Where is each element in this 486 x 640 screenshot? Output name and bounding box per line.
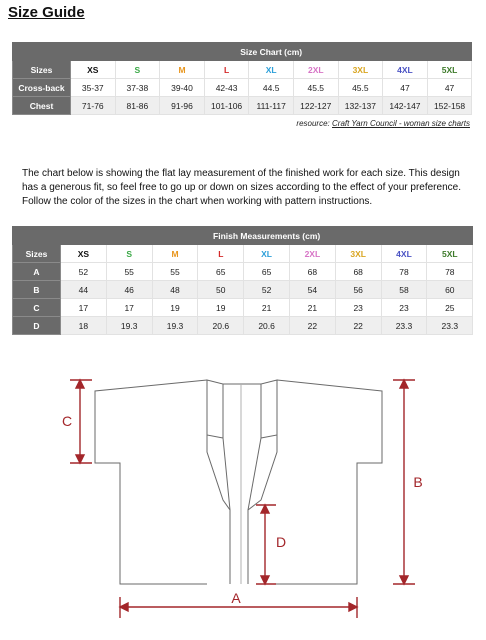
resource-prefix: resource: <box>296 119 330 128</box>
size-header-l: L <box>198 245 244 263</box>
table-row <box>13 79 472 97</box>
table-cell: 48 <box>152 281 198 299</box>
garment-right-side <box>266 380 382 584</box>
size-header-row <box>13 61 472 79</box>
finish-measurements-table <box>12 226 473 335</box>
size-header-2xl: 2XL <box>289 245 335 263</box>
table-cell: 55 <box>106 263 152 281</box>
table-cell: 54 <box>289 281 335 299</box>
sizes-label: Sizes <box>13 61 71 79</box>
left-front-edge <box>207 435 230 584</box>
table-cell: 39-40 <box>160 79 205 97</box>
table-cell: 25 <box>427 299 473 317</box>
left-collar-inner <box>223 438 230 510</box>
size-header-3xl: 3XL <box>338 61 383 79</box>
table-cell: 23.3 <box>381 317 427 335</box>
right-collar <box>261 380 277 438</box>
table-cell: 44 <box>61 281 107 299</box>
table-cell: 23 <box>335 299 381 317</box>
size-header-s: S <box>106 245 152 263</box>
measure-lines <box>70 380 415 618</box>
table-cell: 52 <box>244 281 290 299</box>
table-cell: 91-96 <box>160 97 205 115</box>
resource-link[interactable]: Craft Yarn Council - woman size charts <box>332 119 470 128</box>
table-cell: 101-106 <box>204 97 249 115</box>
size-header-m: M <box>152 245 198 263</box>
table-cell: 45.5 <box>293 79 338 97</box>
table-cell: 81-86 <box>115 97 160 115</box>
table-cell: 23 <box>381 299 427 317</box>
table-cell: 122-127 <box>293 97 338 115</box>
garment-outline <box>95 380 382 584</box>
measure-d-label: D <box>275 534 287 550</box>
size-header-xl: XL <box>244 245 290 263</box>
table-cell: 20.6 <box>244 317 290 335</box>
size-header-s: S <box>115 61 160 79</box>
size-header-m: M <box>160 61 205 79</box>
table-cell: 22 <box>289 317 335 335</box>
measure-a-arrow-right <box>349 603 357 611</box>
table-cell: 47 <box>427 79 472 97</box>
table-cell: 152-158 <box>427 97 472 115</box>
finish-chart-caption: Finish Measurements (cm) <box>61 227 473 245</box>
table-cell: 37-38 <box>115 79 160 97</box>
table-cell: 58 <box>381 281 427 299</box>
finish-row-label: A <box>13 263 61 281</box>
table-cell: 19 <box>198 299 244 317</box>
table-cell: 22 <box>335 317 381 335</box>
measure-d-arrow-top <box>261 505 269 513</box>
corner-cell <box>13 227 61 245</box>
table-cell: 50 <box>198 281 244 299</box>
table-cell: 68 <box>289 263 335 281</box>
measure-c-arrow-bottom <box>76 455 84 463</box>
table-cell: 142-147 <box>383 97 428 115</box>
finish-row-label: D <box>13 317 61 335</box>
table-cell: 18 <box>61 317 107 335</box>
table-cell: 52 <box>61 263 107 281</box>
table-cell: 23.3 <box>427 317 473 335</box>
table-cell: 19 <box>152 299 198 317</box>
table-cell: 19.3 <box>152 317 198 335</box>
size-header-2xl: 2XL <box>293 61 338 79</box>
table-cell: 71-76 <box>71 97 116 115</box>
table-cell: 65 <box>198 263 244 281</box>
table-cell: 132-137 <box>338 97 383 115</box>
table-cell: 17 <box>106 299 152 317</box>
measure-c-arrow-top <box>76 380 84 388</box>
table-cell: 35-37 <box>71 79 116 97</box>
table-cell: 46 <box>106 281 152 299</box>
table-cell: 68 <box>335 263 381 281</box>
measure-b-arrow-bottom <box>400 576 408 584</box>
table-cell: 55 <box>152 263 198 281</box>
table-cell: 111-117 <box>249 97 294 115</box>
size-header-5xl: 5XL <box>427 245 473 263</box>
measure-d-arrow-bottom <box>261 576 269 584</box>
resource-note <box>12 119 470 128</box>
size-header-xs: XS <box>71 61 116 79</box>
size-header-row <box>13 245 473 263</box>
measure-c-label: C <box>61 413 73 429</box>
table-cell: 19.3 <box>106 317 152 335</box>
size-chart-row-label: Chest <box>13 97 71 115</box>
table-row <box>13 299 473 317</box>
size-header-3xl: 3XL <box>335 245 381 263</box>
left-collar <box>207 380 223 438</box>
table-cell: 78 <box>427 263 473 281</box>
size-header-4xl: 4XL <box>381 245 427 263</box>
size-header-l: L <box>204 61 249 79</box>
garment-left-side <box>95 380 207 584</box>
table-cell: 56 <box>335 281 381 299</box>
size-header-xs: XS <box>61 245 107 263</box>
size-chart-table <box>12 42 472 115</box>
table-row <box>13 263 473 281</box>
table-cell: 45.5 <box>338 79 383 97</box>
right-collar-inner <box>248 438 261 510</box>
table-row <box>13 281 473 299</box>
size-header-xl: XL <box>249 61 294 79</box>
size-chart-caption: Size Chart (cm) <box>71 43 472 61</box>
size-chart-row-label: Cross-back <box>13 79 71 97</box>
corner-cell <box>13 43 71 61</box>
table-cell: 78 <box>381 263 427 281</box>
table-cell: 47 <box>383 79 428 97</box>
table-cell: 20.6 <box>198 317 244 335</box>
size-header-5xl: 5XL <box>427 61 472 79</box>
description-paragraph: The chart below is showing the flat lay measurement of the finished work for each size. This design has a generous fit, so feel free to go up or down on sizes according to the effect of your preference. Follow the color of the sizes in the chart when working with pattern instructions. <box>22 168 461 207</box>
measure-b-label: B <box>413 474 423 490</box>
page-title: Size Guide <box>8 4 85 21</box>
measure-a-arrow-left <box>120 603 128 611</box>
garment-schematic <box>0 360 486 640</box>
finish-row-label: B <box>13 281 61 299</box>
measure-b-arrow-top <box>400 380 408 388</box>
table-cell: 21 <box>289 299 335 317</box>
table-cell: 44.5 <box>249 79 294 97</box>
finish-row-label: C <box>13 299 61 317</box>
table-cell: 17 <box>61 299 107 317</box>
table-row <box>13 97 472 115</box>
table-cell: 60 <box>427 281 473 299</box>
measure-a-label: A <box>231 590 241 606</box>
table-row <box>13 317 473 335</box>
table-cell: 42-43 <box>204 79 249 97</box>
table-cell: 21 <box>244 299 290 317</box>
sizes-label: Sizes <box>13 245 61 263</box>
table-cell: 65 <box>244 263 290 281</box>
size-header-4xl: 4XL <box>383 61 428 79</box>
